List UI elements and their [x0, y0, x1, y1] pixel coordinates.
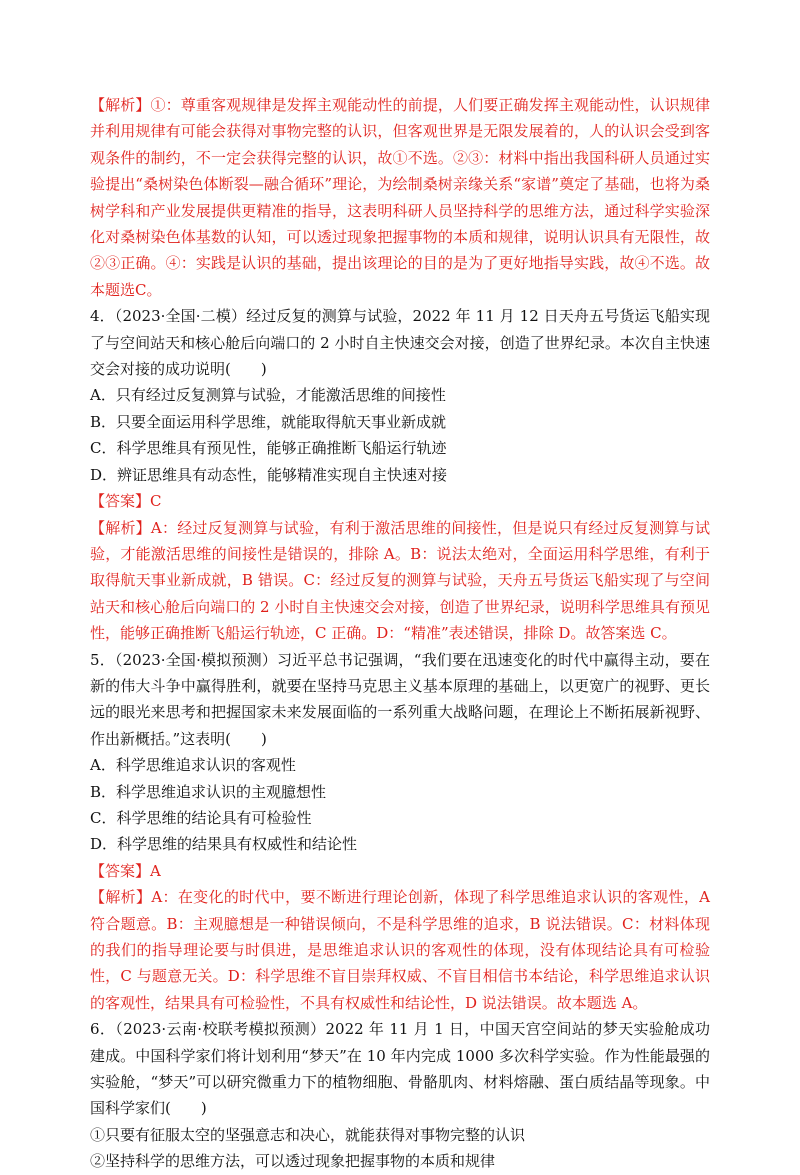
q4-option-c: C．科学思维具有预见性，能够正确推断飞船运行轨迹 [90, 439, 447, 458]
q4-option-b: B．只要全面运用科学思维，就能取得航天事业新成就 [90, 412, 447, 431]
q3-analysis: 【解析】①：尊重客观规律是发挥主观能动性的前提，人们要正确发挥主观能动性，认识规律并利用规律有可能会获得对事物完整的认识，但客观世界是无限发展着的，人的认识会受到客观条件的制约，不一定会获得完整的认识，故①不选。②③：材料中指出我国科研人员通过实验提出“桑树染色体断裂—融合循环”理论，为绘制桑树亲缘关系“家谱”奠定了基础，也将为桑树学科和产业发展提供更精准的指导，这表明科研人员坚持科学的思维方法，通过科学实验深化对桑树染色体基数的认知，可以透过现象把握事物的本质和规律，说明认识具有无限性，故②③正确。④：实践是认识的基础，提出该理论的目的是为了更好地指导实践，故④不选。故本题选C。 [90, 96, 710, 299]
q5-option-c: C．科学思维的结论具有可检验性 [90, 808, 312, 827]
q5-answer: 【答案】A [90, 861, 161, 880]
q6-item-1: ①只要有征服太空的坚强意志和决心，就能获得对事物完整的认识 [90, 1125, 526, 1144]
q5-option-d: D．科学思维的结果具有权威性和结论性 [90, 835, 358, 854]
q4-option-d: D．辨证思维具有动态性，能够精准实现自主快速对接 [90, 465, 448, 484]
q5-stem: 5．（2023·全国·模拟预测）习近平总书记强调，“我们要在迅速变化的时代中赢得主动，要在新的伟大斗争中赢得胜利，就要在坚持马克思主义基本原理的基础上，以更宽广的视野、更长远的眼光来思考和把握国家未来发展面临的一系列重大战略问题，在理论上不断拓展新视野、作出新概括。”这表明( ) [90, 650, 710, 748]
q6-stem: 6．（2023·云南·校联考模拟预测）2022 年 11 月 1 日，中国天宫空间站的梦天实验舱成功建成。中国科学家们将计划利用“梦天”在 10 年内完成 1000 多次科学实验。作为性能最强的实验舱，“梦天”可以研究微重力下的植物细胞、骨骼肌肉、材料熔融、蛋白质结晶等现象。中国科学家们( ) [90, 1020, 710, 1118]
document-content [90, 92, 710, 1175]
q4-analysis: 【解析】A：经过反复测算与试验，有利于激活思维的间接性，但是说只有经过反复测算与试验，才能激活思维的间接性是错误的，排除 A。B：说法太绝对，全面运用科学思维，有利于取得航天事业新成就，B 错误。C：经过反复的测算与试验，天舟五号货运飞船实现了与空间站天和核心舱后向端口的 2 小时自主快速交会对接，创造了世界纪录，说明科学思维具有预见性，能够正确推断飞船运行轨迹，C 正确。D：“精准”表述错误，排除 D。故答案选 C。 [90, 518, 710, 643]
q4-stem: 4．（2023·全国·二模）经过反复的测算与试验，2022 年 11 月 12 日天舟五号货运飞船实现了与空间站天和核心舱后向端口的 2 小时自主快速交会对接，创造了世界纪录。本次自主快速交会对接的成功说明( ) [90, 307, 710, 379]
q5-analysis: 【解析】A：在变化的时代中，要不断进行理论创新，体现了科学思维追求认识的客观性，A 符合题意。B：主观臆想是一种错误倾向，不是科学思维的追求，B 说法错误。C：材料体现的我们的指导理论要与时俱进，是思维追求认识的客观性的体现，没有体现结论具有可检验性，C 与题意无关。D：科学思维不盲目崇拜权威、不盲目相信书本结论，科学思维追求认识的客观性，结果具有可检验性，不具有权威性和结论性，D 说法错误。故本题选 A。 [90, 888, 710, 1012]
q6-item-2: ②坚持科学的思维方法，可以透过现象把握事物的本质和规律 [90, 1152, 496, 1171]
q5-option-a: A．科学思维追求认识的客观性 [90, 756, 296, 775]
q4-answer: 【答案】C [90, 492, 162, 511]
q5-option-b: B．科学思维追求认识的主观臆想性 [90, 782, 327, 801]
q4-option-a: A．只有经过反复测算与试验，才能激活思维的间接性 [90, 386, 446, 405]
